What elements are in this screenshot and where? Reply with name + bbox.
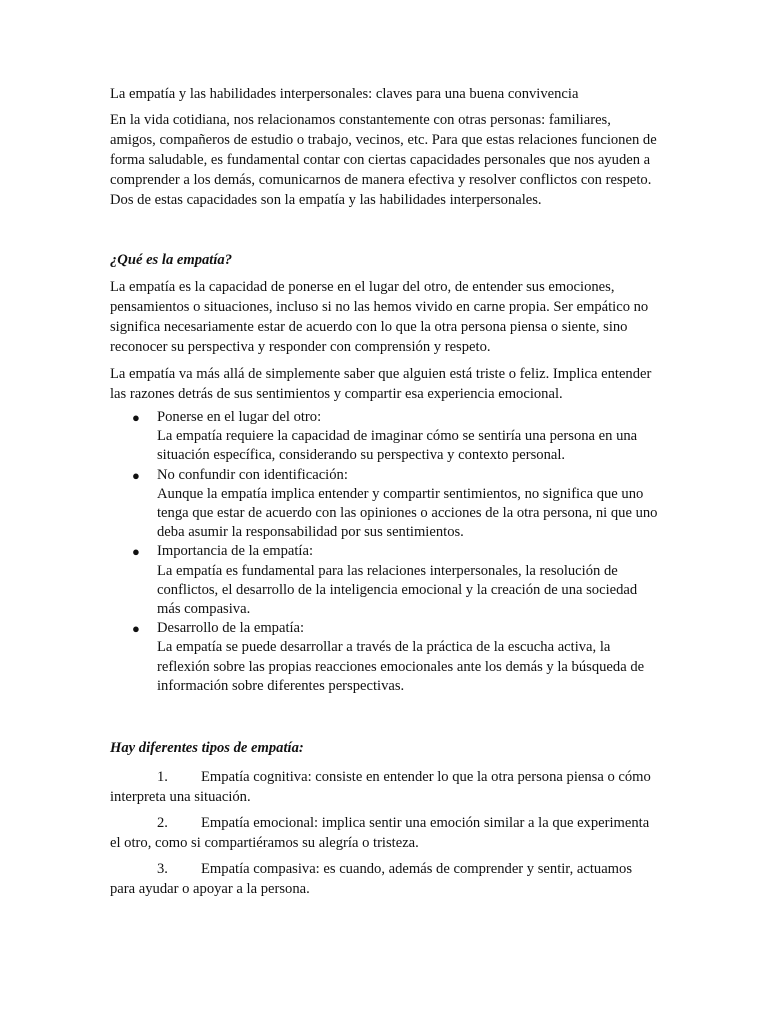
list-item: [110, 408, 660, 466]
bullet-body: La empatía es fundamental para las relaciones interpersonales, la resolución de conflictos, el desarrollo de la inteligencia emocional y la creación de una sociedad más compasiva.: [157, 562, 638, 618]
section-heading-tipos: Hay diferentes tipos de empatía:: [110, 740, 304, 757]
bullet-icon: ●: [132, 621, 140, 637]
list-number: 3.: [157, 861, 168, 878]
bullet-title: Ponerse en el lugar del otro:: [157, 409, 322, 425]
spacer: [110, 696, 660, 738]
list-item-text: Empatía cognitiva: consiste en entender lo que la otra persona piensa o cómo interpreta una situación.: [110, 769, 651, 806]
section-heading-empatia: ¿Qué es la empatía?: [110, 252, 233, 268]
spacer: [110, 210, 660, 250]
document-page: [110, 84, 660, 905]
list-item: [110, 542, 660, 619]
list-item-text: Empatía emocional: implica sentir una emoción similar a la que experimenta el otro, como si compartiéramos su alegría o tristeza.: [110, 815, 650, 852]
bullet-icon: ●: [132, 410, 140, 425]
paragraph: La empatía es la capacidad de ponerse en el lugar del otro, de entender sus emociones, pensamientos o situaciones, incluso si no las hemos vivido en carne propia. Ser empático no significa necesariamente estar de acuerdo con lo que la otra persona piensa o siente, sino reconocer su perspectiva y responder con comprensión y respeto.: [110, 279, 649, 355]
list-item: [110, 859, 660, 899]
paragraph: La empatía va más allá de simplemente saber que alguien está triste o feliz. Implica entender las razones detrás de sus sentimientos y compartir esa experiencia emocional.: [110, 366, 652, 402]
list-item: [110, 813, 660, 853]
list-number: 1.: [157, 769, 168, 786]
bullet-title: No confundir con identificación:: [157, 466, 348, 483]
bullet-body: Aunque la empatía implica entender y compartir sentimientos, no significa que uno tenga que estar de acuerdo con las opiniones o acciones de la otra persona, ni que uno deba asumir la responsabilidad por sus sentimientos.: [157, 485, 658, 541]
intro-paragraph: En la vida cotidiana, nos relacionamos constantemente con otras personas: familiares, amigos, compañeros de estudio o trabajo, vecinos, etc. Para que estas relaciones funcionen de forma saludable, es fundamental contar con ciertas capacidades personales que nos ayuden a comprender a los demás, comunicarnos de manera efectiva y resolver conflictos con respeto. Dos de estas capacidades son la empatía y las habilidades interpersonales.: [110, 112, 657, 208]
list-item: [110, 466, 660, 543]
list-item: [110, 619, 660, 696]
list-item: [110, 767, 660, 807]
bullet-title: Desarrollo de la empatía:: [157, 620, 305, 637]
list-number: 2.: [157, 815, 168, 832]
document-title: La empatía y las habilidades interpersonales: claves para una buena convivencia: [110, 86, 579, 102]
bullet-title: Importancia de la empatía:: [157, 543, 313, 560]
bullet-body: La empatía se puede desarrollar a través de la práctica de la escucha activa, la reflexión sobre las propias reacciones emocionales ante los demás y la búsqueda de información sobre diferentes perspectivas.: [157, 639, 645, 694]
list-item-text: Empatía compasiva: es cuando, además de comprender y sentir, actuamos para ayudar o apoyar a la persona.: [110, 861, 632, 898]
bullet-icon: ●: [132, 544, 140, 560]
bullet-body: La empatía requiere la capacidad de imaginar cómo se sentiría una persona en una situación específica, considerando su perspectiva y contexto personal.: [157, 428, 638, 464]
bullet-list: [110, 408, 660, 696]
bullet-icon: ●: [132, 467, 140, 483]
numbered-list: [110, 767, 660, 899]
